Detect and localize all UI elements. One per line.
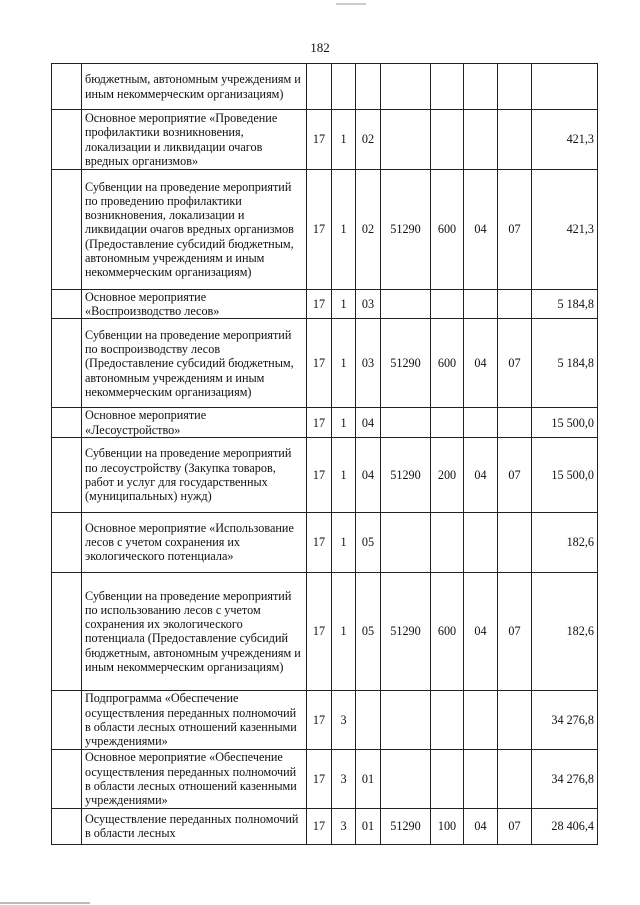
code-cell: 03 [356,290,381,319]
item-name-cell: Осуществление переданных полномочий в области лесных [82,808,307,844]
table-row [52,290,598,319]
code-cell [381,64,431,110]
row-number-cell [52,690,82,749]
row-number-cell [52,437,82,512]
code-cell: 1 [332,572,356,690]
code-cell: 02 [356,170,381,290]
code-cell [431,749,464,808]
code-cell [381,749,431,808]
code-cell: 600 [431,170,464,290]
table-row [52,408,598,437]
row-number-cell [52,64,82,110]
row-number-cell [52,408,82,437]
code-cell [464,110,498,170]
code-cell: 04 [464,572,498,690]
code-cell [381,512,431,572]
code-cell: 1 [332,512,356,572]
code-cell: 07 [498,170,532,290]
code-cell: 1 [332,408,356,437]
code-cell: 01 [356,808,381,844]
table-row [52,170,598,290]
code-cell: 100 [431,808,464,844]
code-cell: 07 [498,808,532,844]
code-cell: 1 [332,170,356,290]
amount-cell: 421,3 [532,170,598,290]
code-cell: 51290 [381,808,431,844]
row-number-cell [52,319,82,408]
code-cell: 04 [464,170,498,290]
row-number-cell [52,572,82,690]
code-cell: 17 [307,319,332,408]
code-cell: 05 [356,512,381,572]
code-cell: 3 [332,749,356,808]
code-cell [498,110,532,170]
code-cell: 3 [332,690,356,749]
code-cell: 600 [431,319,464,408]
code-cell [498,512,532,572]
code-cell: 04 [464,437,498,512]
item-name-cell: Субвенции на проведение мероприятий по лесоустройству (Закупка товаров, работ и услуг для государственных (муниципальных) нужд) [82,437,307,512]
item-name-cell: Подпрограмма «Обеспечение осуществления переданных полномочий в области лесных отношений казенными учреждениями» [82,690,307,749]
code-cell: 1 [332,437,356,512]
item-name-cell: бюджетным, автономным учреждениям и иным некоммерческим организациям) [82,64,307,110]
amount-cell: 15 500,0 [532,408,598,437]
code-cell: 17 [307,512,332,572]
row-number-cell [52,512,82,572]
code-cell: 04 [464,319,498,408]
budget-table [51,63,598,845]
code-cell: 51290 [381,170,431,290]
code-cell [464,690,498,749]
code-cell [381,408,431,437]
code-cell: 600 [431,572,464,690]
row-number-cell [52,170,82,290]
page-number: 182 [310,40,330,55]
code-cell [381,110,431,170]
code-cell [498,408,532,437]
code-cell [307,64,332,110]
code-cell [464,749,498,808]
code-cell [464,408,498,437]
amount-cell: 34 276,8 [532,749,598,808]
code-cell [381,690,431,749]
code-cell: 17 [307,572,332,690]
code-cell: 17 [307,808,332,844]
code-cell: 17 [307,408,332,437]
table-row [52,808,598,844]
code-cell [464,512,498,572]
code-cell [332,64,356,110]
code-cell: 02 [356,110,381,170]
amount-cell [532,64,598,110]
code-cell: 51290 [381,572,431,690]
table-row [52,572,598,690]
row-number-cell [52,808,82,844]
amount-cell: 28 406,4 [532,808,598,844]
code-cell: 200 [431,437,464,512]
table-row [52,64,598,110]
code-cell [498,290,532,319]
table-row [52,749,598,808]
code-cell: 03 [356,319,381,408]
code-cell: 17 [307,170,332,290]
code-cell: 3 [332,808,356,844]
code-cell [431,690,464,749]
code-cell [431,512,464,572]
code-cell: 17 [307,437,332,512]
code-cell [356,690,381,749]
table-row [52,437,598,512]
code-cell: 17 [307,290,332,319]
item-name-cell: Основное мероприятие «Использование лесов с учетом сохранения их экологического потенциала» [82,512,307,572]
table-row [52,110,598,170]
amount-cell: 34 276,8 [532,690,598,749]
code-cell: 1 [332,110,356,170]
code-cell [464,64,498,110]
code-cell: 04 [356,437,381,512]
row-number-cell [52,110,82,170]
item-name-cell: Субвенции на проведение мероприятий по воспроизводству лесов (Предоставление субсидий бюджетным, автономным учреждениям и иным некоммерческим организациям) [82,319,307,408]
item-name-cell: Основное мероприятие «Лесоустройство» [82,408,307,437]
row-number-cell [52,290,82,319]
code-cell [431,64,464,110]
code-cell: 17 [307,749,332,808]
code-cell: 07 [498,437,532,512]
scan-artifact-top [336,3,366,5]
code-cell [356,64,381,110]
item-name-cell: Субвенции на проведение мероприятий по использованию лесов с учетом сохранения их экологического потенциала (Предоставление субсидий бюджетным, автономным учреждениям и иным некоммерческим организациям) [82,572,307,690]
amount-cell: 5 184,8 [532,290,598,319]
code-cell: 07 [498,572,532,690]
code-cell: 17 [307,110,332,170]
code-cell: 07 [498,319,532,408]
code-cell: 04 [356,408,381,437]
code-cell [464,290,498,319]
code-cell: 51290 [381,437,431,512]
scan-artifact-bottom [0,902,90,904]
code-cell: 51290 [381,319,431,408]
code-cell: 04 [464,808,498,844]
code-cell [431,110,464,170]
amount-cell: 421,3 [532,110,598,170]
amount-cell: 15 500,0 [532,437,598,512]
row-number-cell [52,749,82,808]
item-name-cell: Основное мероприятие «Обеспечение осуществления переданных полномочий в области лесных отношений казенными учреждениями» [82,749,307,808]
item-name-cell: Основное мероприятие «Воспроизводство лесов» [82,290,307,319]
amount-cell: 182,6 [532,512,598,572]
code-cell [431,408,464,437]
amount-cell: 182,6 [532,572,598,690]
code-cell: 1 [332,319,356,408]
code-cell: 01 [356,749,381,808]
code-cell [498,690,532,749]
code-cell: 17 [307,690,332,749]
code-cell: 05 [356,572,381,690]
code-cell [431,290,464,319]
code-cell [381,290,431,319]
table-row [52,690,598,749]
code-cell [498,64,532,110]
code-cell [498,749,532,808]
amount-cell: 5 184,8 [532,319,598,408]
table-row [52,512,598,572]
code-cell: 1 [332,290,356,319]
item-name-cell: Основное мероприятие «Проведение профилактики возникновения, локализации и ликвидации очагов вредных организмов» [82,110,307,170]
table-row [52,319,598,408]
item-name-cell: Субвенции на проведение мероприятий по проведению профилактики возникновения, локализации и ликвидации очагов вредных организмов (Предоставление субсидий бюджетным, автономным учреждениям и иным некоммерческим организациям) [82,170,307,290]
